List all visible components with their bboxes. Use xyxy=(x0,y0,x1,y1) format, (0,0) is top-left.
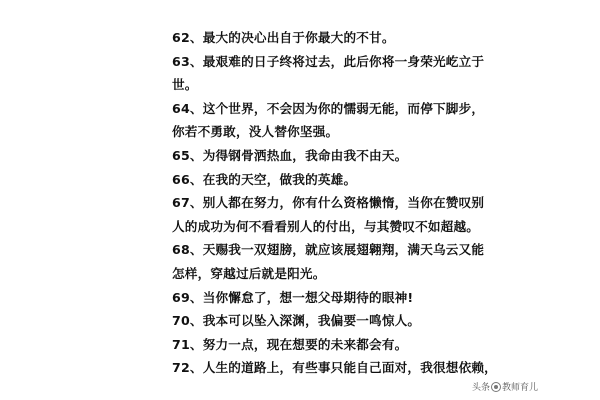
quote-line: 63、最艰难的日子终将过去，此后你将一身荣光屹立于 xyxy=(172,53,485,69)
quote-line: 69、当你懈怠了，想一想父母期待的眼神! xyxy=(172,289,414,305)
quote-line: 65、为得钢骨洒热血，我命由我不由天。 xyxy=(172,147,408,163)
quote-list xyxy=(172,26,497,380)
quote-line: 70、我本可以坠入深渊，我偏要一鸣惊人。 xyxy=(172,313,421,329)
quote-line: 64、这个世界，不会因为你的懦弱无能，而停下脚步， xyxy=(172,100,485,116)
quote-line: 世。 xyxy=(172,77,198,93)
watermark-prefix: 头条 xyxy=(472,383,491,393)
quote-line: 人的成功为何不看看别人的付出，与其赞叹不如超越。 xyxy=(172,218,480,234)
quote-line: 66、在我的天空，做我的英雄。 xyxy=(172,171,357,187)
quote-line: 68、天赐我一双翅膀，就应该展翅翱翔，满天乌云又能 xyxy=(172,242,485,258)
quote-line: 71、努力一点，现在想要的未来都会有。 xyxy=(172,336,408,352)
quote-line: 你若不勇敢，没人替你坚强。 xyxy=(172,124,339,140)
quote-line: 72、人生的道路上，有些事只能自己面对，我很想依赖， xyxy=(172,360,497,376)
quote-line: 62、最大的决心出自于你最大的不甘。 xyxy=(172,30,395,45)
quote-line: 67、别人都在努力，你有什么资格懒惰，当你在赞叹别 xyxy=(172,195,485,211)
watermark-account: 教师育儿 xyxy=(502,383,539,393)
quote-line: 怎样，穿越过后就是阳光。 xyxy=(172,265,326,281)
watermark xyxy=(472,380,538,393)
at-circle-icon xyxy=(491,382,501,392)
